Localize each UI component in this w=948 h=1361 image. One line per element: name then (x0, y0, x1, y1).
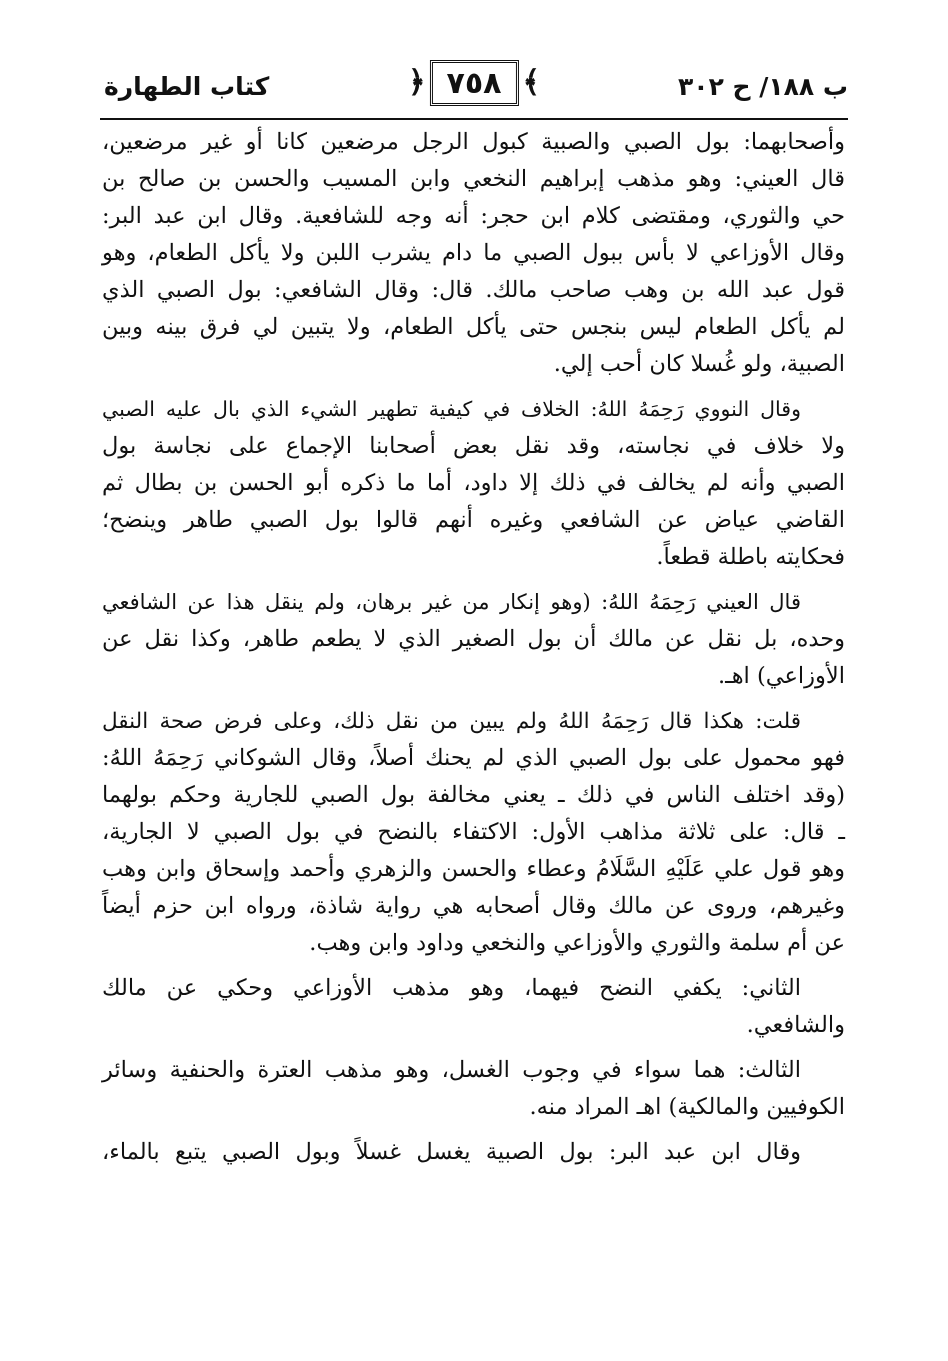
text-line: وغيرهم، وروى عن مالك وقال أصحابه هي رواية شاذة، ورواه ابن حزم أيضاً (102, 893, 845, 919)
text-line: وأصحابهما: بول الصبي والصبية كبول الرجل مرضعين كانا أو غير مرضعين، (102, 129, 845, 155)
text-line: وهو قول علي عَلَيْهِ السَّلَامُ وعطاء والحسن والزهري وأحمد وإسحاق وابن وهب (102, 856, 845, 882)
ornament-bracket-left: ﴿ (407, 65, 426, 100)
text-line: فحكايته باطلة قطعاً. (656, 544, 845, 570)
text-line: عن أم سلمة والثوري والأوزاعي والنخعي وداود وابن وهب. (309, 930, 845, 956)
text-line: الصبية، ولو غُسلا كان أحب إلي. (553, 351, 845, 377)
text-line: القاضي عياض عن الشافعي وغيره أنهم قالوا بول الصبي طاهر وينضح؛ (102, 507, 845, 533)
text-line: ولا خلاف في نجاسته، وقد نقل بعض أصحابنا الإجماع على نجاسة بول (102, 433, 845, 459)
text-line: (وقد اختلف الناس في ذلك ـ يعني مخالفة بول الصبي للجارية وحكم بولهما (102, 782, 845, 808)
text-line: وقال ابن عبد البر: بول الصبية يغسل غسلاً وبول الصبي يتبع بالماء، (102, 1139, 801, 1165)
text-line: الصبي وأنه لم يخالف في ذلك إلا داود، أما ما ذكره أبو الحسن بن بطال ثم (102, 470, 845, 496)
text-line: والشافعي. (746, 1012, 845, 1038)
text-line: قول عبد الله بن وهب صاحب مالك. قال: وقال الشافعي: بول الصبي الذي (102, 277, 845, 303)
paragraph (102, 703, 845, 962)
text-line: قال العيني: وهو مذهب إبراهيم النخعي وابن المسيب والحسن بن صالح بن (102, 166, 845, 192)
text-line: ـ قال: على ثلاثة مذاهب الأول: الاكتفاء بالنضح في بول الصبي لا الجارية، (102, 819, 845, 845)
text-line: الثالث: هما سواء في وجوب الغسل، وهو مذهب العترة والحنفية وسائر (102, 1057, 801, 1083)
page-number: ٧٥٨ (430, 60, 519, 106)
header-divider (100, 118, 848, 120)
text-line: الأوزاعي) اهـ. (717, 663, 845, 689)
text-line: وقال الأوزاعي لا بأس ببول الصبي ما دام يشرب اللبن ولا يأكل الطعام، وهو (102, 240, 845, 266)
text-line: وحده، بل نقل عن مالك أن بول الصغير الذي لا يطعم طاهر، وكذا نقل عن (102, 626, 845, 652)
text-line: الثاني: يكفي النضح فيهما، وهو مذهب الأوزاعي وحكي عن مالك (102, 975, 801, 1001)
paragraph (102, 584, 845, 695)
book-section-title: كتاب الطهارة (104, 71, 270, 101)
text-line: وقال النووي رَحِمَهُ اللهُ: الخلاف في كيفية تطهير الشيء الذي بال عليه الصبي (102, 397, 801, 421)
page-body (102, 124, 845, 1179)
text-line: حي والثوري، ومقتضى كلام ابن حجر: أنه وجه للشافعية. وقال ابن عبد البر: (102, 203, 845, 229)
chapter-hadith-reference: ب ١٨٨/ ح ٣٠٢ (678, 71, 848, 101)
text-line: قلت: هكذا قال رَحِمَهُ اللهُ ولم يبين من نقل ذلك، وعلى فرض صحة النقل (102, 709, 801, 734)
text-line: لم يأكل الطعام ليس بنجس حتى يأكل الطعام، ولا يتبين لي فرق بينه وبين (102, 314, 845, 340)
paragraph (102, 1134, 845, 1171)
paragraph (102, 124, 845, 383)
text-line: قال العيني رَحِمَهُ اللهُ: (وهو إنكار من غير برهان، ولم ينقل هذا عن الشافعي (102, 590, 801, 614)
paragraph (102, 1052, 845, 1126)
ornament-bracket-right: ﴾ (522, 65, 541, 100)
text-line: فهو محمول على بول الصبي الذي لم يحنك أصلاً، وقال الشوكاني رَحِمَهُ اللهُ: (102, 745, 845, 771)
paragraph (102, 970, 845, 1044)
paragraph (102, 391, 845, 576)
page-header (100, 60, 848, 112)
page-number-frame (408, 60, 540, 106)
text-line: الكوفيين والمالكية) اهـ المراد منه. (529, 1094, 845, 1120)
